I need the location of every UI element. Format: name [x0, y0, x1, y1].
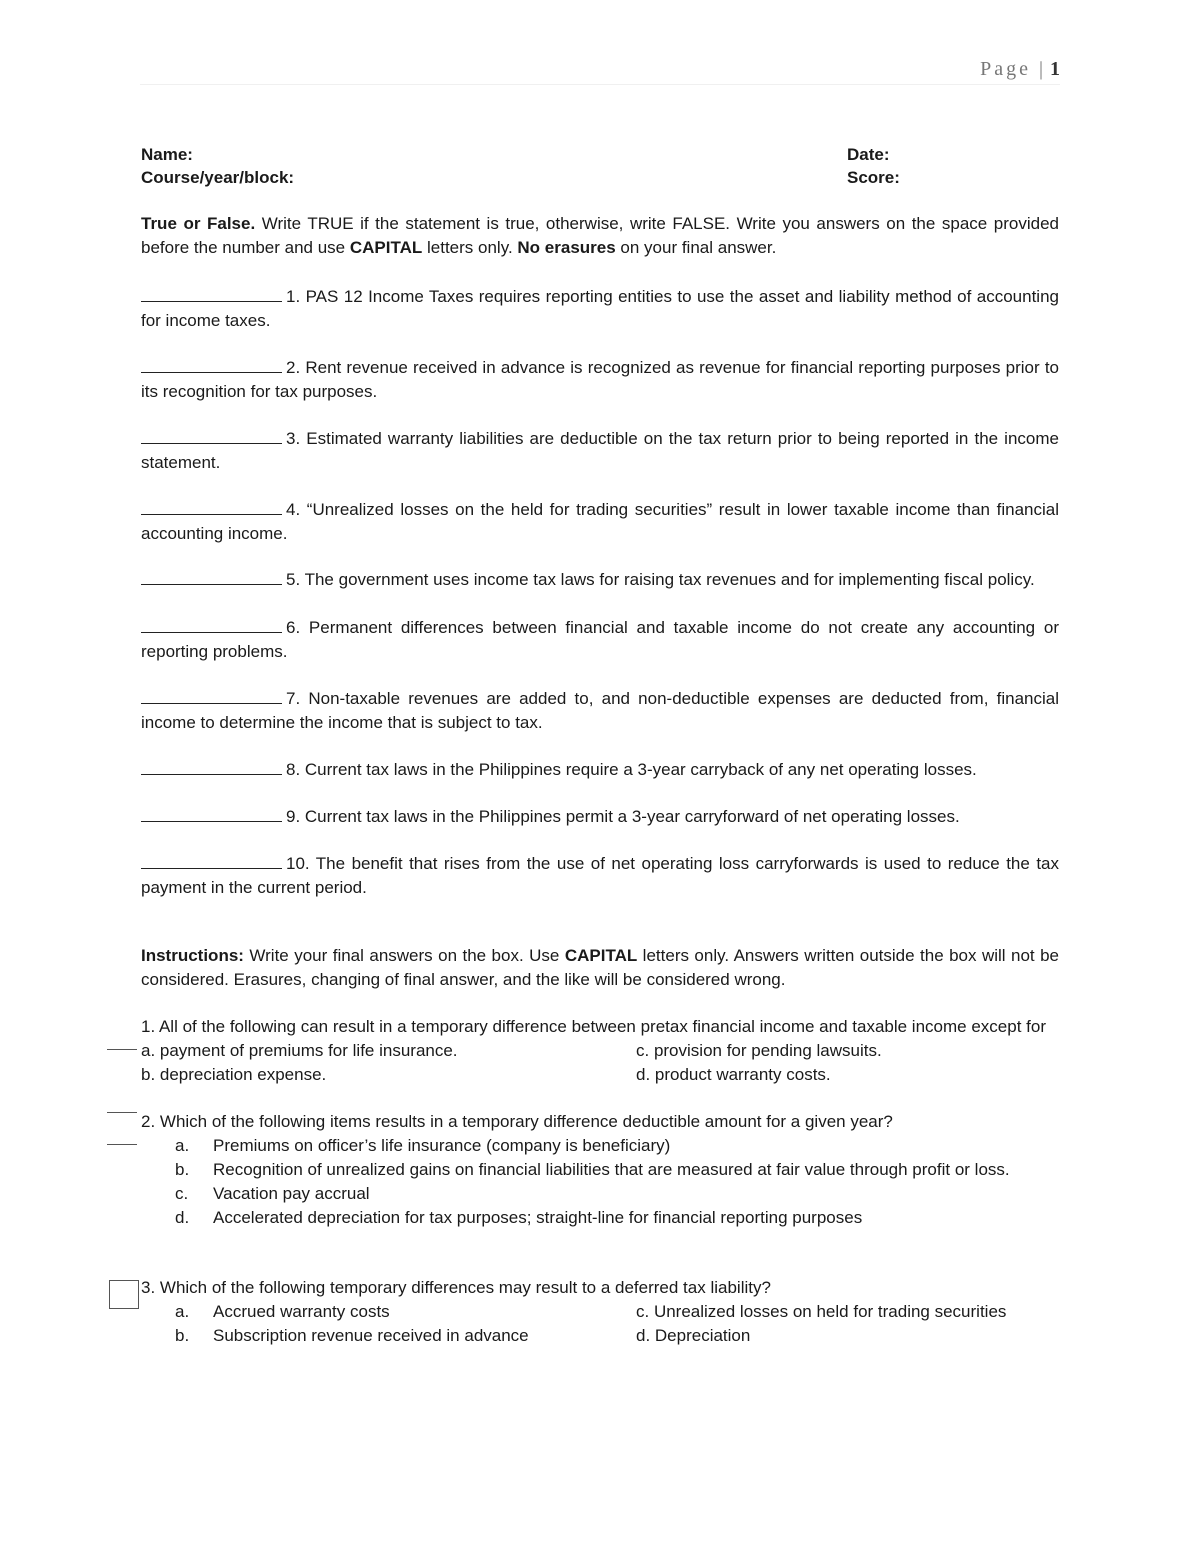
option-d: d. Accelerated depreciation for tax purposes; straight-line for financial reporting purposes — [175, 1208, 863, 1227]
mc-question-2 — [141, 1110, 1081, 1230]
option-d: d. product warranty costs. — [636, 1065, 831, 1084]
true-false-instructions: True or False. Write TRUE if the statement is true, otherwise, write FALSE. Write you answers on the space provided before the number and use CAPITAL letters only. No erasures on your final answer. — [141, 214, 1059, 257]
answer-blank[interactable] — [141, 354, 282, 373]
answer-blank[interactable] — [141, 425, 282, 444]
tf-item-7: 7. Non-taxable revenues are added to, and non-deductible expenses are deducted from, financial income to determine the income that is subject to tax. — [141, 685, 1059, 735]
option-c: c. provision for pending lawsuits. — [636, 1041, 882, 1060]
answer-blank[interactable] — [141, 496, 282, 515]
option-row — [141, 1063, 1081, 1087]
mc-question-3 — [141, 1276, 1081, 1348]
answer-blank[interactable] — [141, 566, 282, 585]
name-label: Name: — [141, 145, 193, 164]
answer-line — [107, 1112, 137, 1113]
option-c: c. Vacation pay accrual — [175, 1184, 370, 1203]
date-label: Date: — [847, 145, 890, 164]
question-text: 3. Which of the following temporary differences may result to a deferred tax liability? — [141, 1278, 771, 1297]
mc-instructions: Instructions: Write your final answers on the box. Use CAPITAL letters only. Answers written outside the box will not be considered. Erasures, changing of final answer, and the like will be considered wrong. — [141, 946, 1060, 989]
option-row — [141, 1039, 1081, 1063]
tf-item-4: 4. “Unrealized losses on the held for trading securities” result in lower taxable income than financial accounting income. — [141, 496, 1059, 546]
tf-item-5: 5. The government uses income tax laws for raising tax revenues and for implementing fiscal policy. — [141, 566, 1059, 592]
tf-item-8: 8. Current tax laws in the Philippines require a 3-year carryback of any net operating losses. — [141, 756, 1059, 782]
option-b: b. Recognition of unrealized gains on financial liabilities that are measured at fair value through profit or loss. — [175, 1160, 1010, 1179]
option-row — [141, 1300, 1081, 1324]
option-b: b. Subscription revenue received in advance — [175, 1326, 529, 1345]
page-number: Page | 1 — [980, 58, 1060, 80]
option-list — [141, 1134, 1081, 1230]
answer-blank[interactable] — [141, 803, 282, 822]
score-label: Score: — [847, 168, 900, 187]
option-a: a. payment of premiums for life insurance. — [141, 1041, 458, 1060]
tf-item-1: 1. PAS 12 Income Taxes requires reporting entities to use the asset and liability method of accounting for income taxes. — [141, 283, 1059, 333]
option-a: a. Accrued warranty costs — [175, 1302, 390, 1321]
course-label: Course/year/block: — [141, 168, 295, 187]
answer-line — [107, 1049, 137, 1050]
answer-blank[interactable] — [141, 283, 282, 302]
option-b: b. depreciation expense. — [141, 1065, 327, 1084]
mc-question-1 — [141, 1015, 1081, 1087]
option-a: a. Premiums on officer’s life insurance (company is beneficiary) — [175, 1136, 671, 1155]
question-text: 2. Which of the following items results in a temporary difference deductible amount for a given year? — [141, 1112, 893, 1131]
student-info-left — [141, 143, 294, 189]
header-rule — [140, 84, 1060, 85]
answer-blank[interactable] — [141, 685, 282, 704]
answer-box[interactable] — [109, 1280, 139, 1309]
tf-item-10: 10. The benefit that rises from the use of net operating loss carryforwards is used to reduce the tax payment in the current period. — [141, 850, 1059, 900]
tf-item-3: 3. Estimated warranty liabilities are deductible on the tax return prior to being reported in the income statement. — [141, 425, 1059, 475]
tf-item-6: 6. Permanent differences between financial and taxable income do not create any accounting or reporting problems. — [141, 614, 1059, 664]
student-info-right — [847, 143, 900, 189]
tf-item-2: 2. Rent revenue received in advance is recognized as revenue for financial reporting purposes prior to its recognition for tax purposes. — [141, 354, 1059, 404]
answer-blank[interactable] — [141, 756, 282, 775]
answer-blank[interactable] — [141, 850, 282, 869]
tf-item-9: 9. Current tax laws in the Philippines permit a 3-year carryforward of net operating losses. — [141, 803, 1059, 829]
option-row — [141, 1324, 1081, 1348]
option-c: c. Unrealized losses on held for trading securities — [636, 1302, 1007, 1321]
answer-blank[interactable] — [141, 614, 282, 633]
question-text: 1. All of the following can result in a temporary difference between pretax financial income and taxable income except for — [141, 1017, 1046, 1036]
answer-line — [107, 1144, 137, 1145]
option-d: d. Depreciation — [636, 1326, 751, 1345]
